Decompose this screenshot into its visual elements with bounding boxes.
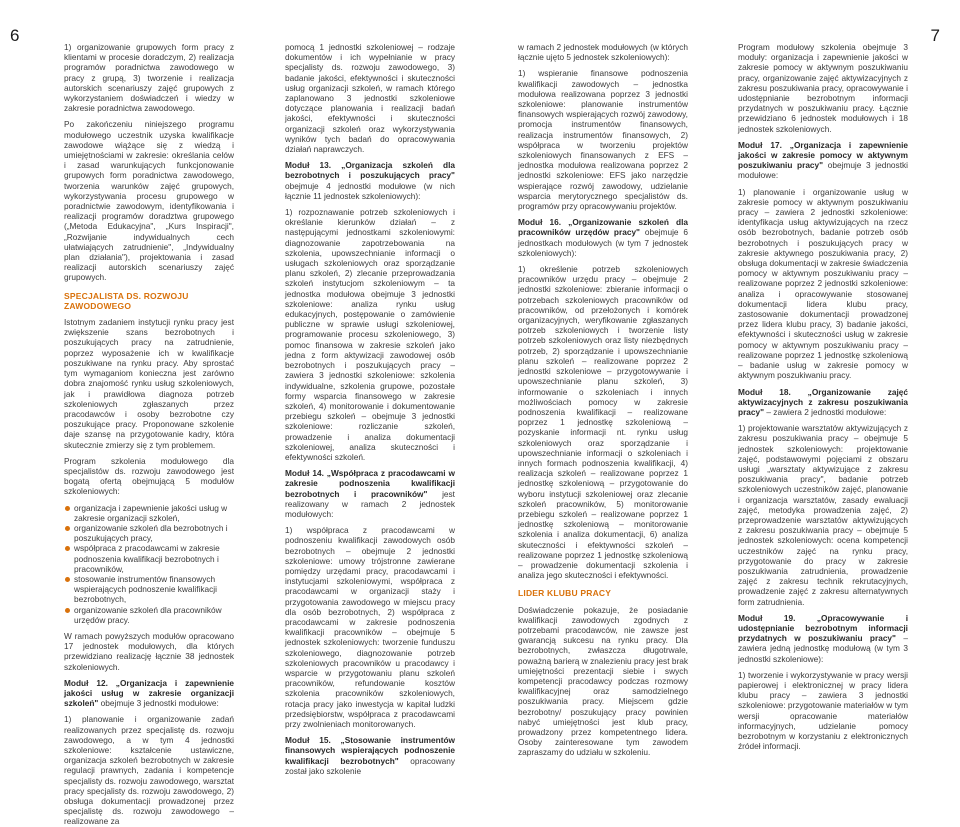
module-paragraph <box>738 387 908 418</box>
module-title: Moduł 17. „Organizacja i zapewnienie jakości w zakresie pomocy w aktywnym poszukiwaniu pracy" <box>738 139 908 171</box>
module-paragraph <box>738 140 908 181</box>
module-desc: obejmuje 6 jednostkach modułowych (w tym 7 jednostek szkoleniowych): <box>518 227 688 258</box>
module-desc: obejmuje 3 jednostki modułowe: <box>738 160 908 181</box>
module-title: Moduł 19. „Opracowywanie i udostępnianie bezrobotnym informacji przydatnych w poszukiwaniu pracy" <box>738 612 908 644</box>
section-heading: LIDER KLUBU PRACY <box>518 588 612 599</box>
module-desc: obejmuje 3 jednostki modułowe: <box>98 698 219 709</box>
page-number-left: 6 <box>10 26 20 45</box>
column-4 <box>738 42 908 752</box>
module-paragraph <box>64 678 234 709</box>
paragraph: w ramach 2 jednostek modułowych (w których łącznie ujęto 5 jednostek szkoleniowych): <box>518 42 688 63</box>
module-desc: obejmuje 4 jednostki modułowe (w nich łącznie 11 jednostek szkoleniowych): <box>285 180 455 201</box>
paragraph: 1) projektowanie warsztatów aktywizujących z zakresu poszukiwania pracy – obejmuje 5 jednostek szkoleniowych: projektowanie zajęć, podstawowymi pojęciami z obszaru usługi „warsztaty aktywizujące z zakresu poszukiwania pracy", badanie potrzeb szkoleniowych uczestników zajęć, planowanie i organizacja warsztatów, zasady ewaluacji zajęć, metodyka prowadzenia zajęć, 2) przeprowadzenie warsztatów aktywizujących z zakresu poszukiwania pracy – obejmuje 5 jednostek szkoleniowych: ocena kompetencji uczestników zajęć na rynku pracy, przygotowanie do pracy w zakresie poszukiwania zatrudnienia, prowadzenie zajęć z zakresu technik rekrutacyjnych, prowadzenie zajęć z zakresu alternatywnych form zatrudnienia. <box>738 423 908 607</box>
module-paragraph <box>518 217 688 258</box>
list-item: organizacja i zapewnienie jakości usług w zakresie organizacji szkoleń, <box>64 503 234 523</box>
paragraph: pomocą 1 jednostki szkoleniowej – rodzaje dokumentów i ich wypełnianie w pracy specjalisty ds. rozwoju zawodowego, 3) badanie jakości, efektywności i skuteczności usług organizacji szkoleń, w ramach którego zaplanowano 3 jednostki szkoleniowe dotyczące planowania i realizacji badań jakości, efektywności i skuteczności organizacji szkoleń oraz wykorzystywania wyników tych badań do opracowywania działań naprawczych. <box>285 42 455 155</box>
paragraph: W ramach powyższych modułów opracowano 17 jednostek modułowych, dla których przewidziano realizację łącznie 38 jednostek szkoleniowych. <box>64 630 234 672</box>
module-paragraph <box>738 613 908 664</box>
module-title: Moduł 16. „Organizowanie szkoleń dla pracowników urzędów pracy" <box>518 217 688 238</box>
module-desc: opracowany został jako szkolenie <box>285 755 455 776</box>
column-2 <box>285 42 455 776</box>
paragraph: 1) planowanie i organizowanie zadań realizowanych przez specjalistę ds. rozwoju zawodowego, a w tym 4 jednostki szkoleniowe: kształcenie ustawiczne, organizacja szkoleń bezrobotnych w zakresie regulacji prawnych, zadania i kompetencje specjalisty ds. rozwoju zawodowego, warsztat pracy specjalisty ds. rozwoju zawodowego, 2) obsługa dokumentacji prowadzonej przez specjalistę ds. rozwoju zawodowego – realizowane za <box>64 714 234 827</box>
module-title: Moduł 13. „Organizacja szkoleń dla bezrobotnych i poszukujących pracy" <box>285 160 455 181</box>
column-3 <box>518 42 688 758</box>
module-paragraph <box>285 735 455 776</box>
section-heading: SPECJALISTA DS. ROZWOJU ZAWODOWEGO <box>64 290 189 311</box>
module-title: Moduł 14. „Współpraca z pracodawcami w zakresie podnoszenia kwalifikacji bezrobotnych i pracowników" <box>285 468 455 499</box>
paragraph: Po zakończeniu niniejszego programu modułowego uczestnik uzyska kwalifikacje zawodowe wiążące się z wiedzą i umiejętnościami w zakresie: określania celów i zasad warunkujących funkcjonowanie grupowych form poradnictwa zawodowego, tworzenia warunków zajęć grupowych, wykorzystywania procesu grupowego w poradnictwie zawodowym, identyfikowania i realizacji programów doradztwa grupowego („Metoda Edukacyjna", „Kurs Inspiracji", „Rozwijanie indywidualnych cech ułatwiających zatrudnienie", „Indywidualny plan działania"), projektowania i zasad realizacji autorskich scenariuszy zajęć grupowych. <box>64 119 234 283</box>
list-item: współpraca z pracodawcami w zakresie podnoszenia kwalifikacji bezrobotnych i pracowników, <box>64 543 234 574</box>
paragraph: 1) współpraca z pracodawcami w podnoszeniu kwalifikacji zawodowych osób bezrobotnych – obejmuje 2 jednostki szkoleniowe: umowy trójstronne zawierane pomiędzy urzędami pracy, pracodawcami i instytucjami szkoleniowymi, współpraca z pracodawcami w organizacji staży i przygotowania zawodowego w miejscu pracy dla osób bezrobotnych, 2) współpraca z pracodawcami w zakresie podnoszenia kwalifikacji pracowników – obejmuje 5 jednostek szkoleniowych: tworzenie funduszu szkoleniowego, diagnozowanie potrzeb szkoleniowych pracowników u pracodawcy i wsparcie w przygotowaniu planu szkoleń pracowników, refundowanie kosztów szkolenia pracowników szkoleniowych, rotacja pracy jako inwestycja w kapitał ludzki przedsiębiorstw, współpraca z pracodawcami przy zwolnieniach monitorowanych. <box>285 525 455 729</box>
module-desc: jest realizowany w ramach 2 jednostek modułowych: <box>285 488 455 519</box>
paragraph: Program modułowy szkolenia obejmuje 3 moduły: organizacja i zapewnienie jakości w zakresie pomocy w aktywnym poszukiwaniu pracy, organizowanie zajęć aktywizacyjnych z zakresu poszukiwania pracy, opracowywanie i udostępnianie bezrobotnym informacji przydatnych w poszukiwaniu pracy. Łącznie przewidziano 6 jednostek modułowych i 18 jednostek szkoleniowych. <box>738 42 908 134</box>
module-title: Moduł 15. „Stosowanie instrumentów finansowych wspierających podnoszenie kwalifikacji bezrobotnych" <box>285 735 455 766</box>
module-title: Moduł 12. „Organizacja i zapewnienie jakości usług w zakresie organizacji szkoleń" <box>64 677 234 709</box>
paragraph: 1) rozpoznawanie potrzeb szkoleniowych i określanie kierunków działań – z następującymi jednostkami szkoleniowymi: diagnozowanie zapotrzebowania na szkolenia, upowszechnianie informacji o usługach szkoleniowych oraz sporządzanie planu szkoleń, 2) zlecanie przeprowadzania szkoleń instytucjom szkoleniowym – ta jednostka modułowa obejmuje 3 jednostki szkoleniowe: analiza rynku usług edukacyjnych, postępowanie o zamówienie publiczne w sprawie usługi szkoleniowej, programowanie procesu szkoleniowego, 3) pomoc finansowa w zakresie szkoleń jako jedna z form aktywizacji zawodowej osób bezrobotnych i poszukujących pracy – zawiera 3 jednostki szkoleniowe: szkolenia indywidualne, szkolenia grupowe, pozostałe formy wsparcia finansowego w zakresie szkoleń, 4) monitorowanie i dokumentowanie przebiegu szkoleń – obejmuje 3 jednostki szkoleniowe: rozliczanie szkoleń, prowadzenie i analiza dokumentacji szkoleniowej, analiza skuteczności i efektywności szkoleń. <box>285 207 455 462</box>
paragraph: 1) określenie potrzeb szkoleniowych pracowników urzędu pracy – obejmuje 2 jednostki szkoleniowe: zbieranie informacji o potrzebach szkoleniowych pracowników od pracowników, od przełożonych i komórek organizacyjnych, weryfikowanie zgłaszanych potrzeb szkoleniowych i tworzenie listy potrzeb szkoleniowych oraz listy niezbędnych potrzeb, 2) sporządzanie i upowszechnianie planu szkoleń – realizowane poprzez 2 jednostki szkoleniowe – przygotowywanie i upowszechnianie planu szkoleń, 3) informowanie o szkoleniach i innych możliwościach pomocy w zakresie podnoszenia kwalifikacji – realizowane poprzez 1 jednostkę szkoleniową – pozyskanie informacji nt. rynku usług szkoleniowych oraz sporządzanie i upowszechnianie informacji o szkoleniach i innych formach podnoszenia kwalifikacji, 4) realizacja szkoleń – realizowane poprzez 1 jednostkę szkoleniową – przygotowanie do wyboru instytucji szkoleniowej oraz zlecanie szkoleń pracowników, 5) monitorowanie przebiegu szkoleń – realizowane poprzez 1 jednostkę szkoleniową – monitorowanie szkolenia i analiza dokumentacji, 6) analiza skuteczności i efektywności szkoleń – realizowane poprzez 1 jednostkę szkoleniową – prowadzenie dokumentacji szkolenia i analiza jego skuteczności i efektywności. <box>518 264 688 581</box>
list-item: organizowanie szkoleń dla bezrobotnych i poszukujących pracy, <box>64 523 234 543</box>
module-desc: – zawiera jedną jednostkę modułową (w tym 3 jednostki szkoleniowe): <box>738 633 908 664</box>
paragraph: Program szkolenia modułowego dla specjalistów ds. rozwoju zawodowego jest bogatą ofertą obejmującą 5 modułów szkoleniowych: <box>64 455 234 497</box>
column-1 <box>64 42 234 827</box>
module-paragraph <box>285 468 455 519</box>
paragraph: Istotnym zadaniem instytucji rynku pracy jest zwiększenie szans bezrobotnych i poszukujących pracy na zatrudnienie, poprzez wyposażenie ich w kwalifikacje poszukiwane na rynku pracy. Aby sprostać tym wymaganiom konieczna jest zarówno dobra znajomość rynku usług szkoleniowych, jak i prawidłowa diagnoza potrzeb szkoleniowych zgłaszanych przez pracodawców i osoby bezrobotne czy poszukujące pracy. Proponowane szkolenie daje szansę na przygotowanie kadry, która skutecznie zmierzy się z tym problemem. <box>64 317 234 450</box>
list-item: organizowanie szkoleń dla pracowników urzędów pracy. <box>64 605 234 625</box>
paragraph: 1) wspieranie finansowe podnoszenia kwalifikacji zawodowych – jednostka modułowa realizowana poprzez 3 jednostki szkoleniowe: planowanie instrumentów finansowych wspierających rozwój zawodowy, promocja instrumentów finansowych, realizacja instrumentów finansowych, 2) współpraca w tworzeniu projektów szkoleniowych finansowanych z EFS – jednostka modułowa realizowana poprzez 2 jednostki szkoleniowe: EFS jako narzędzie wspierające rozwój zawodowy, udzielanie wsparcia merytorycznego specjalistów ds. programów przy opracowywaniu projektów. <box>518 68 688 212</box>
module-list <box>64 503 234 625</box>
paragraph: 1) organizowanie grupowych form pracy z klientami w procesie doradczym, 2) realizacja programów poradnictwa zawodowego w pracy z grupą, 3) tworzenie i realizacja autorskich scenariuszy zajęć grupowych z wykorzystaniem doświadczeń i wiedzy w zakresie poradnictwa zawodowego. <box>64 42 234 114</box>
module-title: Moduł 18. „Organizowanie zajęć aktywizacyjnych z zakresu poszukiwania pracy" <box>738 386 908 417</box>
module-paragraph <box>285 160 455 201</box>
paragraph: Doświadczenie pokazuje, że posiadanie kwalifikacji zawodowych zgodnych z potrzebami pracodawców, nie zawsze jest gwarancją sukcesu na rynku pracy. Dla bezrobotnych, zwłaszcza długotrwale, poważną barierą w znalezieniu pracy jest brak umiejętności prezentacji siebie i swych kompetencji pracodawcy podczas rozmowy kwalifikacyjnej oraz samodzielnego poszukiwania pracy. Miejscem gdzie bezrobotny/ poszukujący pracy powinien nabyć umiejętności jest klub pracy, prowadzony przez kompetentnego lidera. Osoby zainteresowane tym zawodem zapraszamy do udziału w szkoleniu. <box>518 604 688 758</box>
module-desc: – zawiera 2 jednostki modułowe: <box>764 406 887 417</box>
paragraph: 1) planowanie i organizowanie usług w zakresie pomocy w aktywnym poszukiwaniu pracy – zawiera 2 jednostki szkoleniowe: identyfikacja usług aktywizujących na rzecz osób bezrobotnych, badanie potrzeb osób bezrobotnych i poszukujących pracy w zakresie aktywnego poszukiwania pracy, 2) obsługa dokumentacji w zakresie świadczenia pomocy w aktywnym poszukiwaniu pracy – realizowane poprzez 2 jednostki szkoleniowe: analiza i opracowywanie stosowanej dokumentacji lidera klubu pracy, zastosowanie dokumentacji prowadzonej przez lidera klubu pracy, 3) badanie jakości, efektywności i skuteczności usług w zakresie pomocy w aktywnym poszukiwaniu pracy – realizowane poprzez 1 jednostkę szkoleniową – badanie usług w zakresie pomocy w aktywnym poszukiwaniu pracy. <box>738 186 908 381</box>
page-number-right: 7 <box>930 26 940 45</box>
paragraph: 1) tworzenie i wykorzystywanie w pracy wersji papierowej i elektronicznej w pracy lidera klubu pracy – zawiera 3 jednostki szkoleniowe: przygotowanie materiałów w tym wersji opracowanie materiałów informacyjnych, udzielanie pomocy bezrobotnym w korzystaniu z elektronicznych źródeł informacji. <box>738 669 908 752</box>
list-item: stosowanie instrumentów finansowych wspierających podnoszenie kwalifikacji bezrobotnych, <box>64 574 234 605</box>
